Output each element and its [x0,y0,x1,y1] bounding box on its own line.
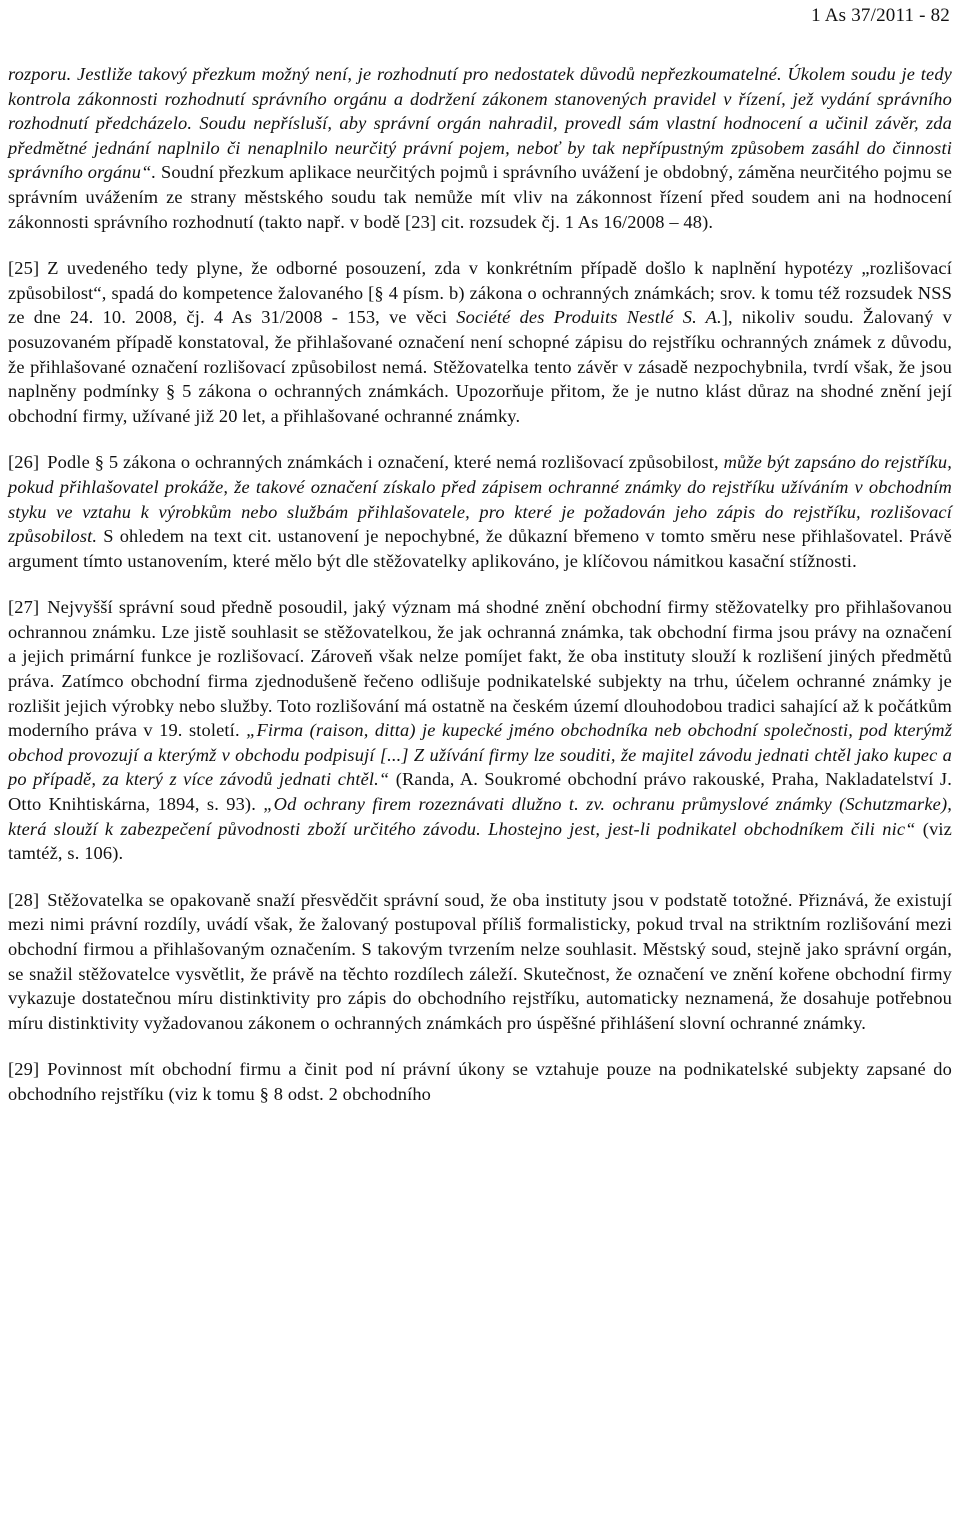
paragraph-number: [25] [8,258,40,279]
italic-text-run: rozporu. Jestliže takový přezkum možný není, je rozhodnutí pro nedostatek důvodů nepřezkoumatelné. Úkolem soudu je tedy kontrola zákonnosti rozhodnutí správního orgánu a dodržení zákonem stanovených pravidel v řízení, jež vydání správního rozhodnutí předcházelo. Soudu nepřísluší, aby správní orgán nahradil, provedl sám vlastní hodnocení a učinil závěr, zda předmětné jednání naplnilo či nenaplnilo neurčitý právní pojem, neboť by tak nepřípustným způsobem zasáhl do činnosti správního orgánu“. [8,64,952,183]
italic-text-run: může být zapsáno do rejstříku, pokud přihlašovatel prokáže, že takové označení získalo před zápisem ochranné známky do rejstříku užíváním v obchodním styku ve vztahu k výrobkům nebo službám přihlašovatele, pro které je požadován jeho zápis do rejstříku, rozlišovací způsobilost. [8,452,952,547]
paragraph-number: [29] [8,1059,40,1080]
text-run: ], nikoliv soudu. Žalovaný v posuzovaném případě konstatoval, že přihlašované označení není schopné zápisu do rejstříku ochranných známek z důvodu, že přihlašované označení rozlišovací způsobilost nemá. Stěžovatelka tento závěr v zásadě nezpochybnila, tvrdí však, že jsou naplněny podmínky § 5 zákona o ochranných známkách. Upozorňuje přitom, že je nutno klást důraz na shodné znění její obchodní firmy, užívané již 20 let, a přihlašované ochranné známky. [8,307,952,426]
text-run: S ohledem na text cit. ustanovení je nepochybné, že důkazní břemeno v tomto směru nese přihlašovatel. Právě argument tímto ustanovením, které mělo být dle stěžovatelky aplikováno, je klíčovou námitkou kasační stížnosti. [8,526,952,571]
paragraph-number: [28] [8,889,40,910]
italic-text-run: „Od ochrany firem rozeznávati dlužno t. zv. ochranu průmyslové známky (Schutzmarke), která slouží k zabezpečení původnosti zboží určitého závodu. Lhostejno jest, jest-li podnikatel obchodníkem čili nic“ [8,794,952,839]
italic-text-run: Société des Produits Nestlé S. A. [456,307,722,328]
text-run: Podle § 5 zákona o ochranných známkách i označení, které nemá rozlišovací způsobilost, [47,452,724,473]
page-header: 1 As 37/2011 - 82 [811,5,950,26]
text-run: Soudní přezkum aplikace neurčitých pojmů i správního uvážení je obdobný, záměna neurčitého pojmu se správním uvážením ze strany městského soudu tak nemůže mít vliv na zákonnost řízení před soudem ani na hodnocení zákonnosti správního rozhodnutí (takto např. v bodě [23] cit. rozsudek čj. 1 As 16/2008 – 48). [8,162,953,232]
italic-text-run: „Firma (raison, ditta) je kupecké jméno obchodníka neb obchodní společnosti, pod kterýmž obchod provozují a kterýmž v obchodu podpisují [...] Z užívání firmy lze souditi, že majitel závodu jednati chtěl jako kupec a po případě, za který z více závodů jednati chtěl.“ [8,720,953,790]
paragraph-26 [8,450,952,573]
document-body [8,62,952,1129]
paragraph-number: [27] [8,597,40,618]
paragraph-25 [8,256,952,428]
text-run: Povinnost mít obchodní firmu a činit pod ní právní úkony se vztahuje pouze na podnikatelské subjekty zapsané do obchodního rejstříku (viz k tomu § 8 odst. 2 obchodního [8,1059,952,1104]
paragraph-28 [8,888,952,1036]
paragraph-27 [8,595,952,866]
paragraph-number: [26] [8,452,40,473]
text-run: Z uvedeného tedy plyne, že odborné posouzení, zda v konkrétním případě došlo k naplnění hypotézy „rozlišovací způsobilost“, spadá do kompetence žalovaného [§ 4 písm. b) zákona o ochranných známkách; srov. k tomu též rozsudek NSS ze dne 24. 10. 2008, čj. 4 As 31/2008 - 153, ve věci [8,258,952,328]
text-run: (viz tamtéž, s. 106). [8,818,952,864]
text-run: Stěžovatelka se opakovaně snaží přesvědčit správní soud, že oba instituty jsou v podstatě totožné. Přiznává, že existují mezi nimi právní rozdíly, uvádí však, že žalovaný postupoval příliš formalisticky, pokud trval na striktním rozlišování mezi obchodní firmou a přihlašovaným označením. S takovým tvrzením nelze souhlasit. Městský soud, stejně jako správní orgán, se snažil stěžovatelce vysvětlit, že právě na těchto rozdílech záleží. Skutečnost, že označení ve znění kořene obchodní firmy vykazuje dostatečnou míru distinktivity pro zápis do obchodního rejstříku, automaticky neznamená, že dosahuje potřebnou míru distinktivity vyžadovanou zákonem o ochranných známkách pro úspěšné přihlášení slovní ochranné známky. [8,889,952,1033]
paragraph-intro [8,62,952,234]
text-run: Nejvyšší správní soud předně posoudil, jaký význam má shodné znění obchodní firmy stěžovatelky pro přihlašovanou ochrannou známku. Lze jistě souhlasit se stěžovatelkou, že jak ochranná známka, tak obchodní firma jsou právy na označení a jejich primární funkce je rozlišovací. Zároveň však nelze pomíjet fakt, že oba instituty slouží k rozlišení jiných předmětů práva. Zatímco obchodní firma zjednodušeně řečeno odlišuje podnikatelské subjekty na trhu, účelem ochranné známky je rozlišit jejich výrobky nebo služby. Toto rozlišování má ostatně na českém území dlouhodobou tradici sahající až k počátkům moderního práva v 19. století. [8,597,952,741]
text-run: (Randa, A. Soukromé obchodní právo rakouské, Praha, Nakladatelství J. Otto Knihtiskárna, 1894, s. 93). [8,769,952,815]
paragraph-29 [8,1057,952,1106]
